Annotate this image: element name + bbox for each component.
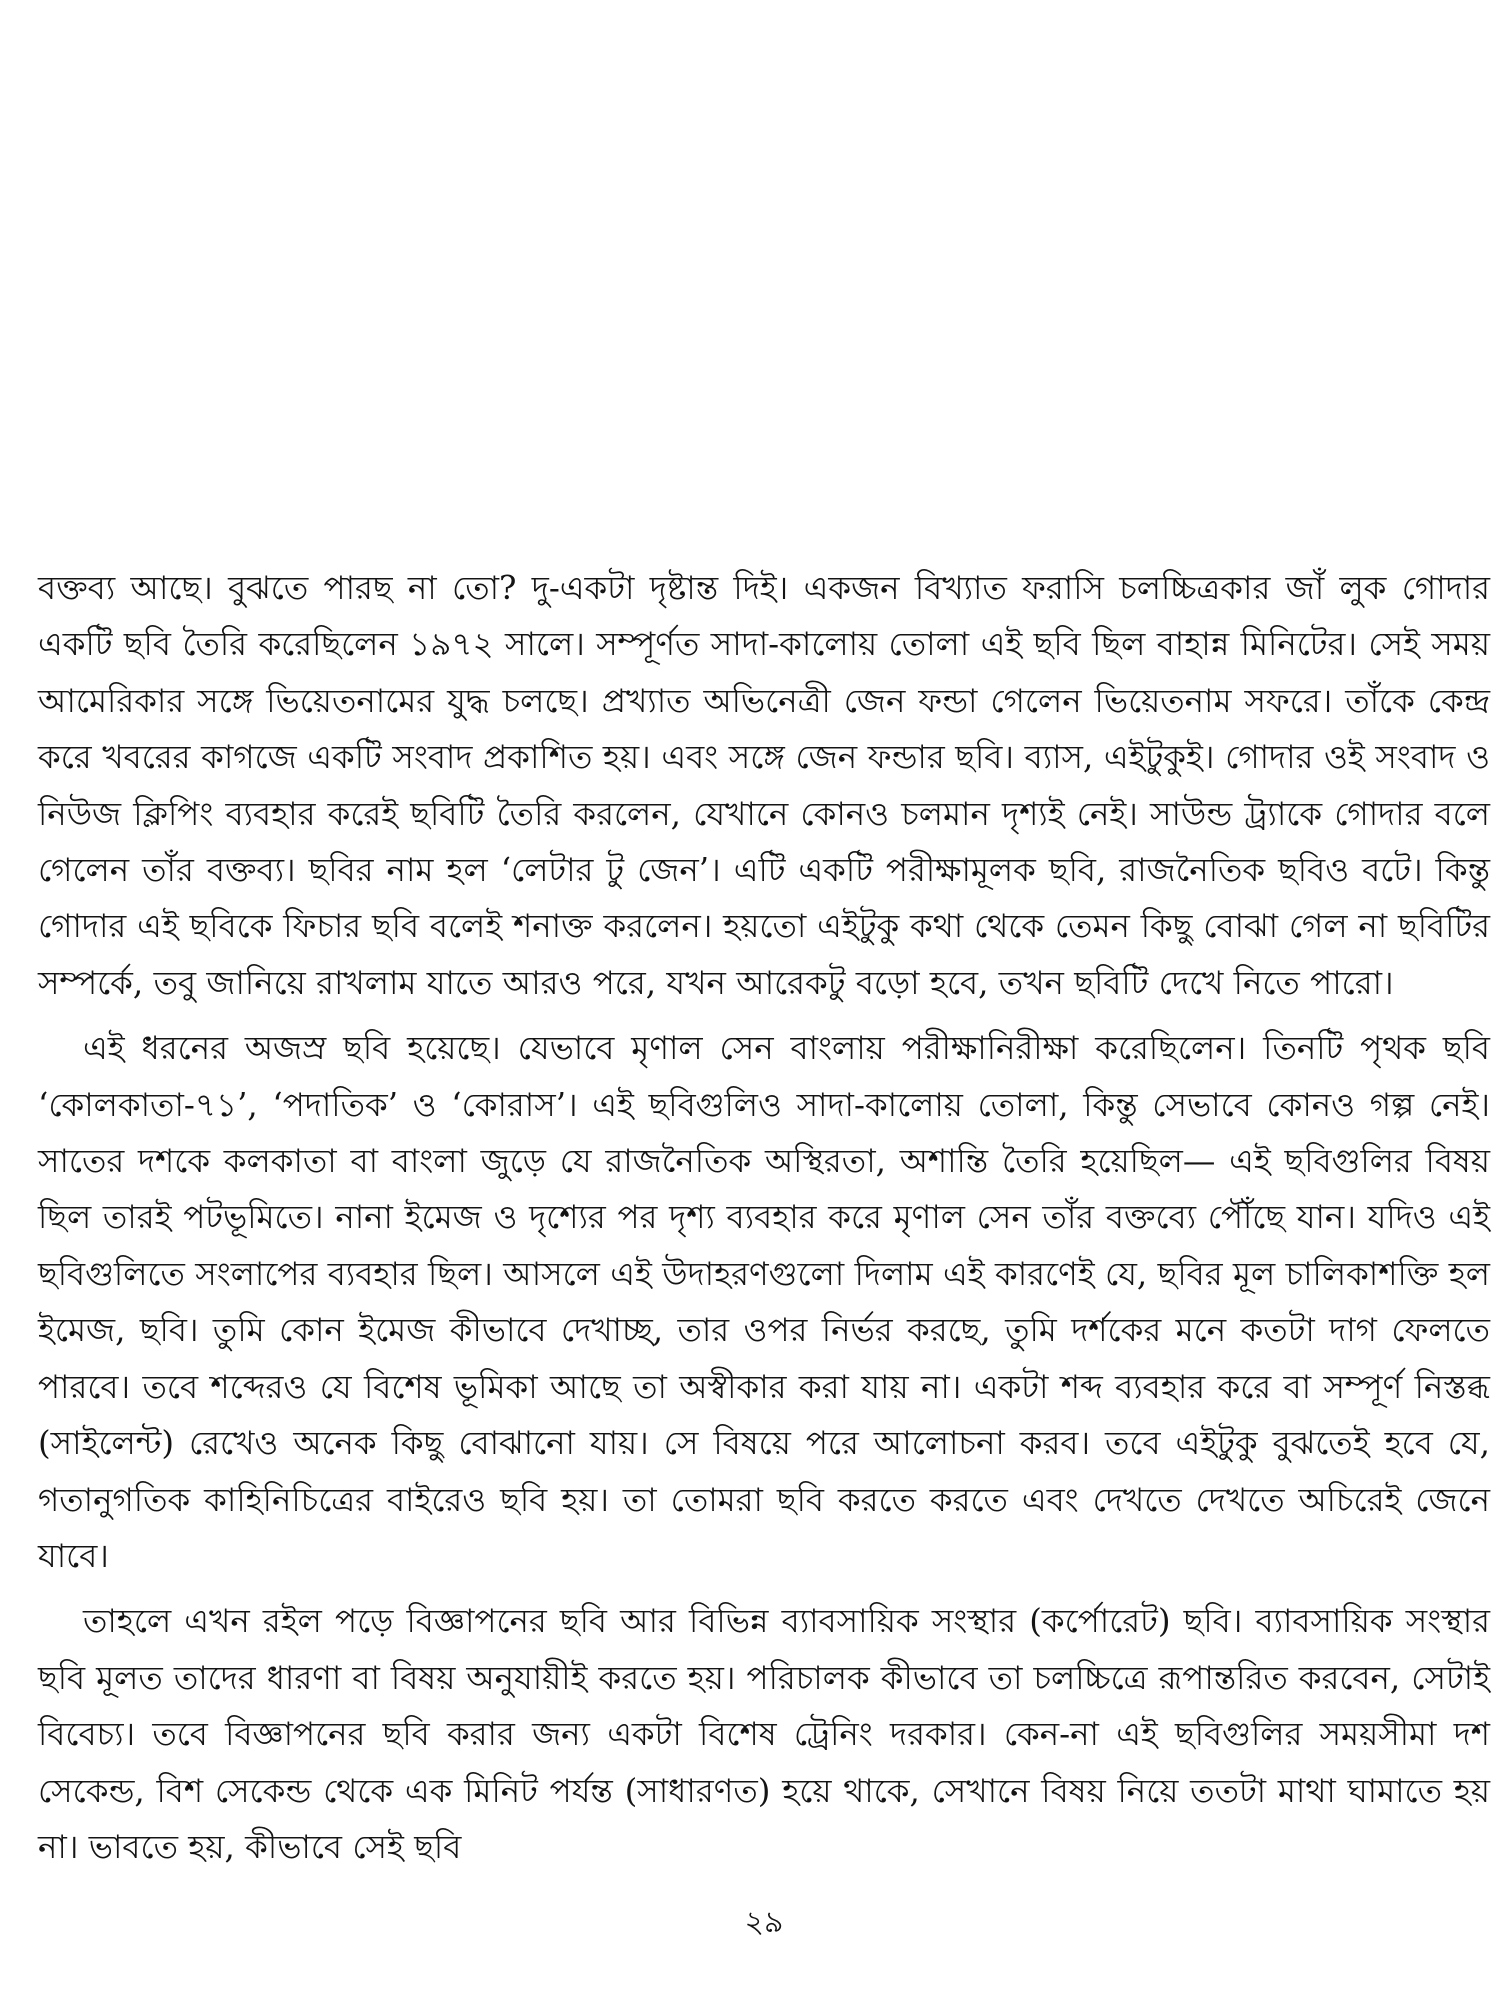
paragraph-1: বক্তব্য আছে। বুঝতে পারছ না তো? দু-একটা দৃষ্টান্ত দিই। একজন বিখ্যাত ফরাসি চলচ্চিত্রকার জাঁ লুক গোদার একটি ছবি তৈরি করেছিলেন ১৯৭২ সালে। সম্পূর্ণত সাদা-কালোয় তোলা এই ছবি ছিল বাহান্ন মিনিটের। সেই সময় আমেরিকার সঙ্গে ভিয়েতনামের যুদ্ধ চলছে। প্রখ্যাত অভিনেত্রী জেন ফন্ডা গেলেন ভিয়েতনাম সফরে। তাঁকে কেন্দ্র করে খবরের কাগজে একটি সংবাদ প্রকাশিত হয়। এবং সঙ্গে জেন ফন্ডার ছবি। ব্যাস, এইটুকুই। গোদার ওই সংবাদ ও নিউজ ক্লিপিং ব্যবহার করেই ছবিটি তৈরি করলেন, যেখানে কোনও চলমান দৃশ্যই নেই। সাউন্ড ট্র্যাকে গোদার বলে গেলেন তাঁর বক্তব্য। ছবির নাম হল ‘লেটার টু জেন’। এটি একটি পরীক্ষামূলক ছবি, রাজনৈতিক ছবিও বটে। কিন্তু গোদার এই ছবিকে ফিচার ছবি বলেই শনাক্ত করলেন। হয়তো এইটুকু কথা থেকে তেমন কিছু বোঝা গেল না ছবিটির সম্পর্কে, তবু জানিয়ে রাখলাম যাতে আরও পরে, যখন আরেকটু বড়ো হবে, তখন ছবিটি দেখে নিতে পারো। — [38, 569, 1490, 1002]
paragraph-2: এই ধরনের অজস্র ছবি হয়েছে। যেভাবে মৃণাল সেন বাংলায় পরীক্ষানিরীক্ষা করেছিলেন। তিনটি পৃথক ছবি ‘কোলকাতা-৭১’, ‘পদাতিক’ ও ‘কোরাস’। এই ছবিগুলিও সাদা-কালোয় তোলা, কিন্তু সেভাবে কোনও গল্প নেই। সাতের দশকে কলকাতা বা বাংলা জুড়ে যে রাজনৈতিক অস্থিরতা, অশান্তি তৈরি হয়েছিল— এই ছবিগুলির বিষয় ছিল তারই পটভূমিতে। নানা ইমেজ ও দৃশ্যের পর দৃশ্য ব্যবহার করে মৃণাল সেন তাঁর বক্তব্যে পৌঁছে যান। যদিও এই ছবিগুলিতে সংলাপের ব্যবহার ছিল। আসলে এই উদাহরণগুলো দিলাম এই কারণেই যে, ছবির মূল চালিকাশক্তি হল ইমেজ, ছবি। তুমি কোন ইমেজ কীভাবে দেখাচ্ছ, তার ওপর নির্ভর করছে, তুমি দর্শকের মনে কতটা দাগ ফেলতে পারবে। তবে শব্দেরও যে বিশেষ ভূমিকা আছে তা অস্বীকার করা যায় না। একটা শব্দ ব্যবহার করে বা সম্পূর্ণ নিস্তব্ধ (সাইলেন্ট) রেখেও অনেক কিছু বোঝানো যায়। সে বিষয়ে পরে আলোচনা করব। তবে এইটুকু বুঝতেই হবে যে, গতানুগতিক কাহিনিচিত্রের বাইরেও ছবি হয়। তা তোমরা ছবি করতে করতে এবং দেখতে দেখতে অচিরেই জেনে যাবে। — [38, 1029, 1490, 1575]
page-number: ২৯ — [744, 1905, 784, 1940]
body-text — [38, 560, 1490, 1884]
book-page — [38, 560, 1490, 1970]
paragraph-3: তাহলে এখন রইল পড়ে বিজ্ঞাপনের ছবি আর বিভিন্ন ব্যাবসায়িক সংস্থার (কর্পোরেট) ছবি। ব্যাবসায়িক সংস্থার ছবি মূলত তাদের ধারণা বা বিষয় অনুযায়ীই করতে হয়। পরিচালক কীভাবে তা চলচ্চিত্রে রূপান্তরিত করবেন, সেটাই বিবেচ্য। তবে বিজ্ঞাপনের ছবি করার জন্য একটা বিশেষ ট্রেনিং দরকার। কেন-না এই ছবিগুলির সময়সীমা দশ সেকেন্ড, বিশ সেকেন্ড থেকে এক মিনিট পর্যন্ত (সাধারণত) হয়ে থাকে, সেখানে বিষয় নিয়ে ততটা মাথা ঘামাতে হয় না। ভাবতে হয়, কীভাবে সেই ছবি — [38, 1602, 1490, 1866]
